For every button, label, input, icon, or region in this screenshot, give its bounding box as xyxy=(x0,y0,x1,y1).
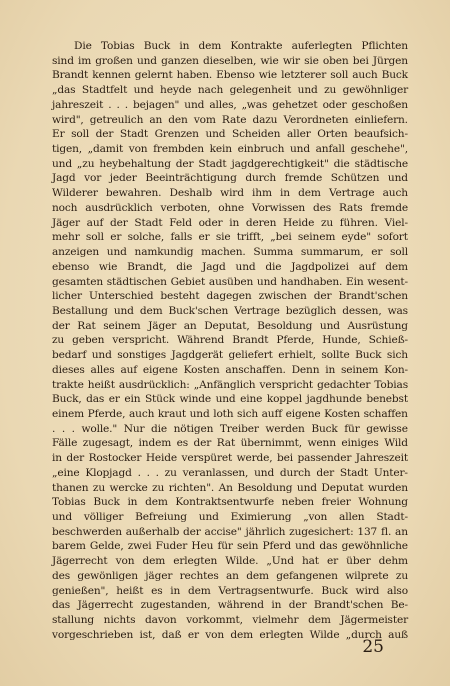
text-line: sind im großen und ganzen dieselben, wie wir sie oben bei Jürgen xyxy=(52,54,408,67)
text-line: noch ausdrücklich verboten, ohne Vorwissen des Rats fremde xyxy=(52,201,408,214)
text-line: tigen, „damit von frembden kein einbruch und anfall geschehe", xyxy=(52,143,408,156)
text-line: Brandt kennen gelernt haben. Ebenso wie letzterer soll auch Buck xyxy=(52,69,408,82)
text-line: „das Stadtfelt und heyde nach gelegenheit und zu gewöhnliger xyxy=(52,84,408,97)
text-line: genießen", heißt es in dem Vertragsentwurfe. Buck wird also xyxy=(52,584,408,597)
text-line: und völliger Befreiung und Eximierung „von allen Stadt- xyxy=(52,511,408,523)
text-line: Jägerrecht von dem erlegten Wilde. „Und hat er über dehm xyxy=(52,555,408,568)
text-line: dieses alles auf eigene Kosten anschaffen. Denn in seinem Kon- xyxy=(52,363,408,376)
text-line: gesamten städtischen Gebiet ausüben und handhaben. Ein wesent- xyxy=(52,275,408,288)
text-line: Jagd vor jeder Beeinträchtigung durch fremde Schützen und xyxy=(52,172,408,185)
text-line: „eine Klopjagd . . . zu veranlassen, und durch der Stadt Unter- xyxy=(52,466,408,479)
text-line: ebenso wie Brandt, die Jagd und die Jagdpolizei auf dem xyxy=(52,260,408,273)
text-line: Die Tobias Buck in dem Kontrakte auferlegten Pflichten xyxy=(74,40,408,52)
text-line: Jäger auf der Stadt Feld oder in deren Heide zu führen. Viel- xyxy=(52,216,408,229)
text-line: des gewönligen jäger rechtes an dem gefangenen wilprete zu xyxy=(52,569,408,582)
text-line: trakte heißt ausdrücklich: „Anfänglich verspricht gedachter Tobias xyxy=(52,378,408,391)
text-line: und „zu heybehaltung der Stadt jagdgerechtigkeit" die städtische xyxy=(52,157,408,170)
text-line: jahreszeit . . . bejagen" und alles, „was gehetzet oder geschoßen xyxy=(52,98,408,111)
text-line: Buck, das er ein Stück winde und eine koppel jagdhunde benebst xyxy=(52,393,408,406)
text-line: der Rat seinem Jäger an Deputat, Besoldung und Ausrüstung xyxy=(52,319,408,332)
text-line: mehr soll er solche, falls er sie trifft, „bei seinem eyde" sofort xyxy=(52,231,408,244)
text-line: das Jägerrecht zugestanden, während in der Brandt'schen Be- xyxy=(52,599,408,612)
text-line: Er soll der Stadt Grenzen und Scheiden aller Orten beaufsich- xyxy=(52,128,408,141)
text-line: . . . wolle." Nur die nötigen Treiber werden Buck für gewisse xyxy=(52,422,408,435)
text-line: licher Unterschied besteht dagegen zwischen der Brandt'schen xyxy=(52,290,408,303)
text-line: in der Rostocker Heide verspüret werde, bei passender Jahreszeit xyxy=(52,452,408,465)
text-line: zu geben verspricht. Während Brandt Pferde, Hunde, Schieß- xyxy=(52,334,408,347)
text-line: stallung nichts davon vorkommt, vielmehr dem Jägermeister xyxy=(52,614,408,627)
text-line: einem Pferde, auch kraut und loth sich auff eigene Kosten schaffen xyxy=(52,407,408,420)
text-line: beschwerden außerhalb der accise" jährlich zugesichert: 137 fl. an xyxy=(52,525,408,538)
text-line: Bestallung und dem Buck'schen Vertrage bezüglich dessen, was xyxy=(52,304,408,317)
text-line: wird", getreulich an den vom Rate dazu Verordneten einliefern. xyxy=(52,113,408,126)
text-line: barem Gelde, zwei Fuder Heu für sein Pferd und das gewöhnliche xyxy=(52,540,408,553)
text-line: thanen zu wercke zu richten". An Besoldung und Deputat wurden xyxy=(52,481,408,494)
text-line: Tobias Buck in dem Kontraktsentwurfe neben freier Wohnung xyxy=(52,496,408,509)
page-number: 25 xyxy=(362,637,384,657)
text-line: anzeigen und namkundig machen. Summa summarum, er soll xyxy=(52,246,408,259)
text-line: Wilderer bewahren. Deshalb wird ihm in dem Vertrage auch xyxy=(52,187,408,200)
text-line: vorgeschrieben ist, daß er von dem erlegten Wilde „durch auß xyxy=(52,628,408,641)
text-line: Fälle zugesagt, indem es der Rat übernimmt, wenn einiges Wild xyxy=(52,437,408,450)
text-line: bedarf und sonstiges Jagdgerät geliefert erhielt, sollte Buck sich xyxy=(52,349,408,362)
body-text xyxy=(52,39,408,642)
